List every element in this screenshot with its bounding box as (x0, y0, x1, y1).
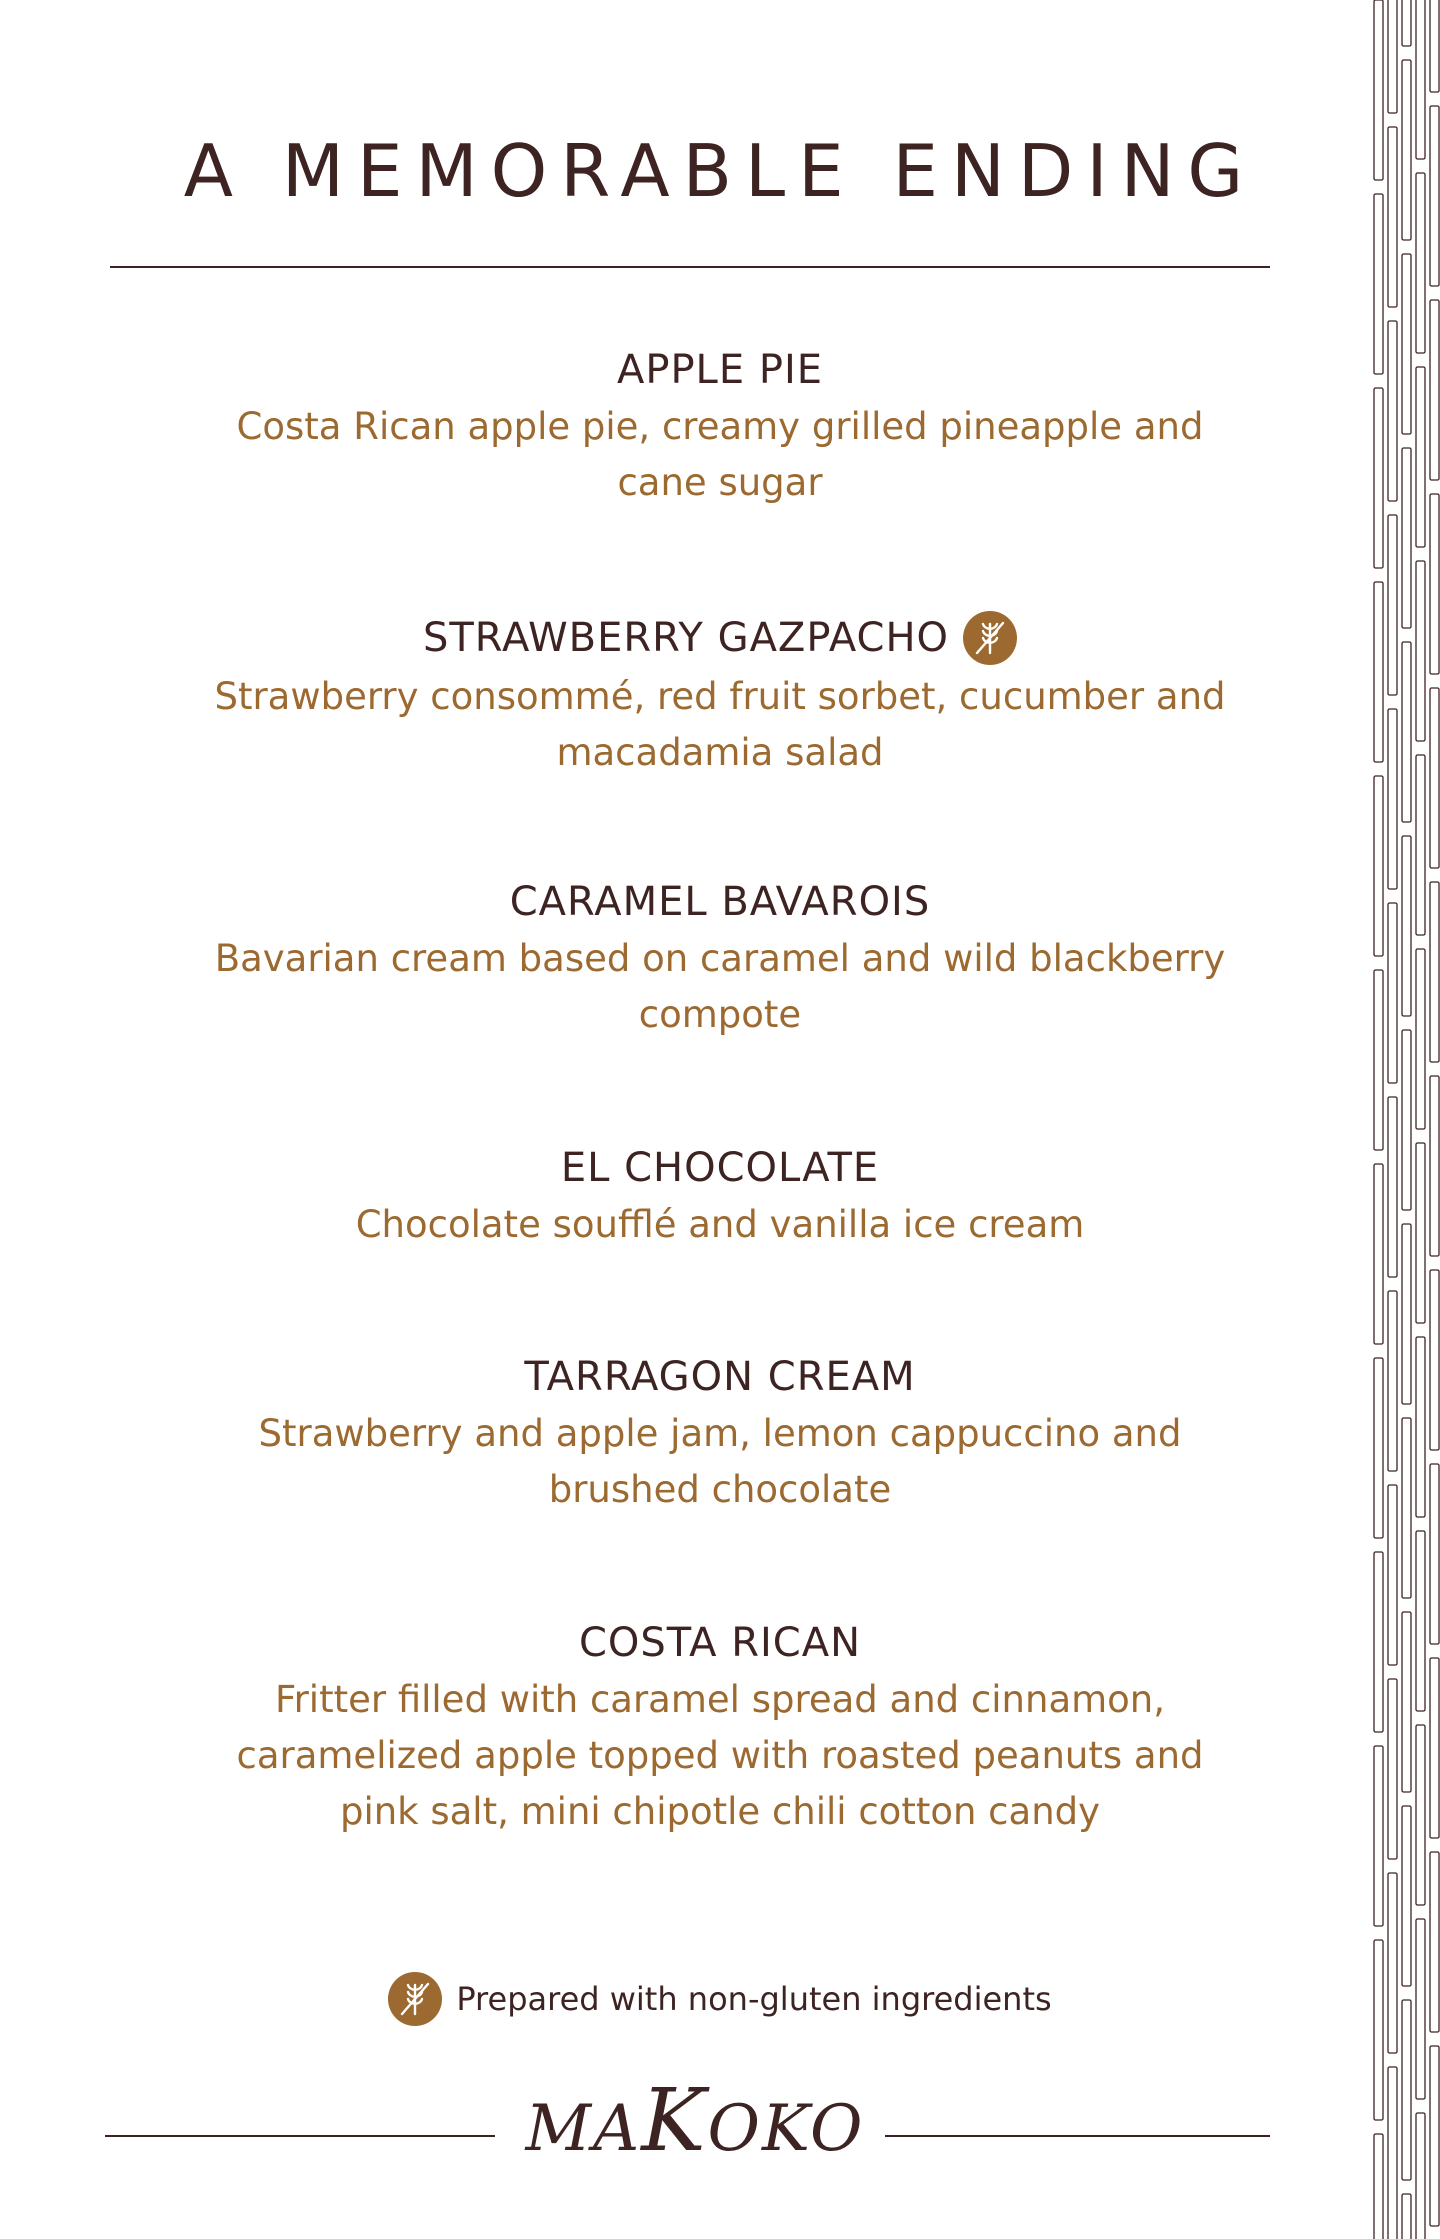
title-divider (110, 266, 1270, 268)
footer-divider-right (885, 2135, 1270, 2137)
item-name-text: EL CHOCOLATE (560, 1145, 880, 1191)
menu-title: A MEMORABLE ENDING (183, 129, 1257, 213)
menu-item-tarragon-cream (110, 1352, 1330, 1518)
item-description: Strawberry and apple jam, lemon cappuccino and brushed chocolate (258, 1412, 1182, 1511)
item-name (524, 1352, 915, 1402)
item-description: Bavarian cream based on caramel and wild blackberry compote (214, 937, 1226, 1036)
item-name (423, 611, 1017, 665)
menu-item-strawberry-gazpacho (110, 611, 1330, 781)
gluten-free-icon (963, 611, 1017, 665)
legend-text: Prepared with non-gluten ingredients (456, 1980, 1052, 2018)
item-name-text: APPLE PIE (616, 347, 824, 393)
item-name (561, 1143, 879, 1193)
item-description: Strawberry consommé, red fruit sorbet, cucumber and macadamia salad (214, 675, 1226, 774)
item-description: Costa Rican apple pie, creamy grilled pineapple and cane sugar (236, 405, 1204, 504)
menu-item-apple-pie (110, 345, 1330, 511)
item-name (510, 877, 931, 927)
item-name-text: COSTA RICAN (578, 1620, 861, 1666)
item-name (617, 345, 823, 395)
menu-item-el-chocolate (110, 1143, 1330, 1253)
menu-item-costa-rican (110, 1618, 1330, 1840)
svg-text:MAKOKO: MAKOKO (525, 2071, 865, 2170)
gluten-free-legend (110, 1972, 1330, 2026)
item-name (579, 1618, 861, 1668)
item-description: Fritter filled with caramel spread and cinnamon, caramelized apple topped with roasted peanuts and pink salt, mini chipotle chili cotton candy (236, 1678, 1204, 1833)
brand-logo (515, 2070, 875, 2170)
menu-item-caramel-bavarois (110, 877, 1330, 1043)
item-name-text: STRAWBERRY GAZPACHO (422, 615, 950, 661)
item-name-text: CARAMEL BAVAROIS (509, 879, 931, 925)
item-name-text: TARRAGON CREAM (524, 1354, 916, 1400)
gluten-free-icon (388, 1972, 442, 2026)
footer-divider-left (105, 2135, 495, 2137)
decorative-border (1370, 0, 1440, 2239)
item-description: Chocolate soufflé and vanilla ice cream (355, 1203, 1085, 1246)
